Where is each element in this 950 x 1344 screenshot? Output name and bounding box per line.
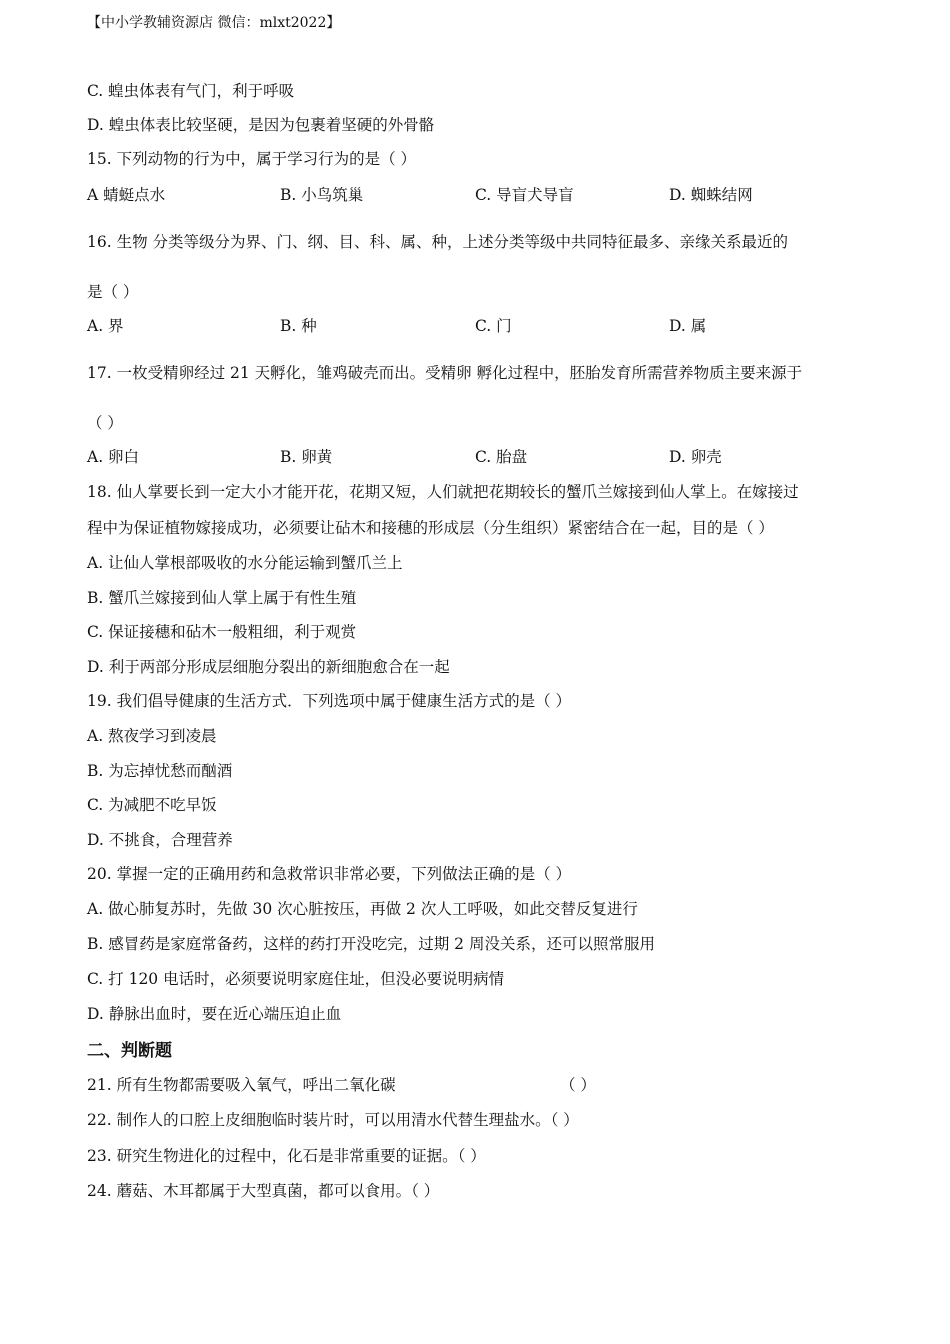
q18-option-d: D. 利于两部分形成层细胞分裂出的新细胞愈合在一起 <box>87 658 450 676</box>
q23-stem: 23. 研究生物进化的过程中，化石是非常重要的证据。（ ） <box>87 1147 486 1165</box>
q14-option-d: D. 蝗虫体表比较坚硬，是因为包裹着坚硬的外骨骼 <box>87 116 435 134</box>
q18-stem-line2: 程中为保证植物嫁接成功，必须要让砧木和接穗的形成层（分生组织）紧密结合在一起，目的是（ ） <box>87 519 774 537</box>
q18-option-c: C. 保证接穗和砧木一般粗细，利于观赏 <box>87 623 357 641</box>
section-heading-judgement: 二、判断题 <box>87 1041 172 1061</box>
q19-option-c: C. 为减肥不吃早饭 <box>87 796 217 814</box>
q18-stem-line1: 18. 仙人掌要长到一定大小才能开花，花期又短，人们就把花期较长的蟹爪兰嫁接到仙人掌上。在嫁接过 <box>87 483 799 501</box>
q16-stem-line2: 是（ ） <box>87 283 139 301</box>
q21-answer-paren: （ ） <box>560 1076 596 1094</box>
q16-stem-line1: 16. 生物 分类等级分为界、门、纲、目、科、属、种，上述分类等级中共同特征最多、亲缘关系最近的 <box>87 233 789 251</box>
q19-option-b: B. 为忘掉忧愁而酗酒 <box>87 762 233 780</box>
q17-stem-line2: （ ） <box>87 414 123 432</box>
q15-option-d: D. 蜘蛛结网 <box>669 186 753 204</box>
q21-stem: 21. 所有生物都需要吸入氧气，呼出二氧化碳 <box>87 1076 396 1094</box>
q17-stem-line1: 17. 一枚受精卵经过 21 天孵化，雏鸡破壳而出。受精卵 孵化过程中，胚胎发育所需营养物质主要来源于 <box>87 364 803 382</box>
q22-stem: 22. 制作人的口腔上皮细胞临时装片时，可以用清水代替生理盐水。（ ） <box>87 1111 579 1129</box>
q15-option-b: B. 小鸟筑巢 <box>280 186 364 204</box>
q20-stem: 20. 掌握一定的正确用药和急救常识非常必要，下列做法正确的是（ ） <box>87 865 572 883</box>
q15-option-c: C. 导盲犬导盲 <box>475 186 574 204</box>
q18-option-a: A. 让仙人掌根部吸收的水分能运输到蟹爪兰上 <box>87 554 403 572</box>
q24-stem: 24. 蘑菇、木耳都属于大型真菌，都可以食用。（ ） <box>87 1182 440 1200</box>
q16-option-d: D. 属 <box>669 317 707 335</box>
q15-option-a: A 蜻蜓点水 <box>87 186 166 204</box>
q14-option-c: C. 蝗虫体表有气门，利于呼吸 <box>87 82 295 100</box>
q17-option-b: B. 卵黄 <box>280 448 333 466</box>
q16-option-a: A. 界 <box>87 317 124 335</box>
q19-option-a: A. 熬夜学习到凌晨 <box>87 727 217 745</box>
q20-option-b: B. 感冒药是家庭常备药，这样的药打开没吃完，过期 2 周没关系，还可以照常服用 <box>87 935 655 953</box>
q19-option-d: D. 不挑食，合理营养 <box>87 831 233 849</box>
q17-option-d: D. 卵壳 <box>669 448 722 466</box>
q15-stem: 15. 下列动物的行为中，属于学习行为的是（ ） <box>87 150 417 168</box>
q16-option-b: B. 种 <box>280 317 317 335</box>
q19-stem: 19. 我们倡导健康的生活方式．下列选项中属于健康生活方式的是（ ） <box>87 692 572 710</box>
page-header: 【中小学教辅资源店 微信：mlxt2022】 <box>87 15 341 31</box>
q16-option-c: C. 门 <box>475 317 512 335</box>
q20-option-c: C. 打 120 电话时，必须要说明家庭住址，但没必要说明病情 <box>87 970 505 988</box>
q17-option-a: A. 卵白 <box>87 448 140 466</box>
q18-option-b: B. 蟹爪兰嫁接到仙人掌上属于有性生殖 <box>87 589 357 607</box>
q17-option-c: C. 胎盘 <box>475 448 528 466</box>
q20-option-d: D. 静脉出血时，要在近心端压迫止血 <box>87 1005 342 1023</box>
q20-option-a: A. 做心肺复苏时，先做 30 次心脏按压，再做 2 次人工呼吸，如此交替反复进行 <box>87 900 638 918</box>
